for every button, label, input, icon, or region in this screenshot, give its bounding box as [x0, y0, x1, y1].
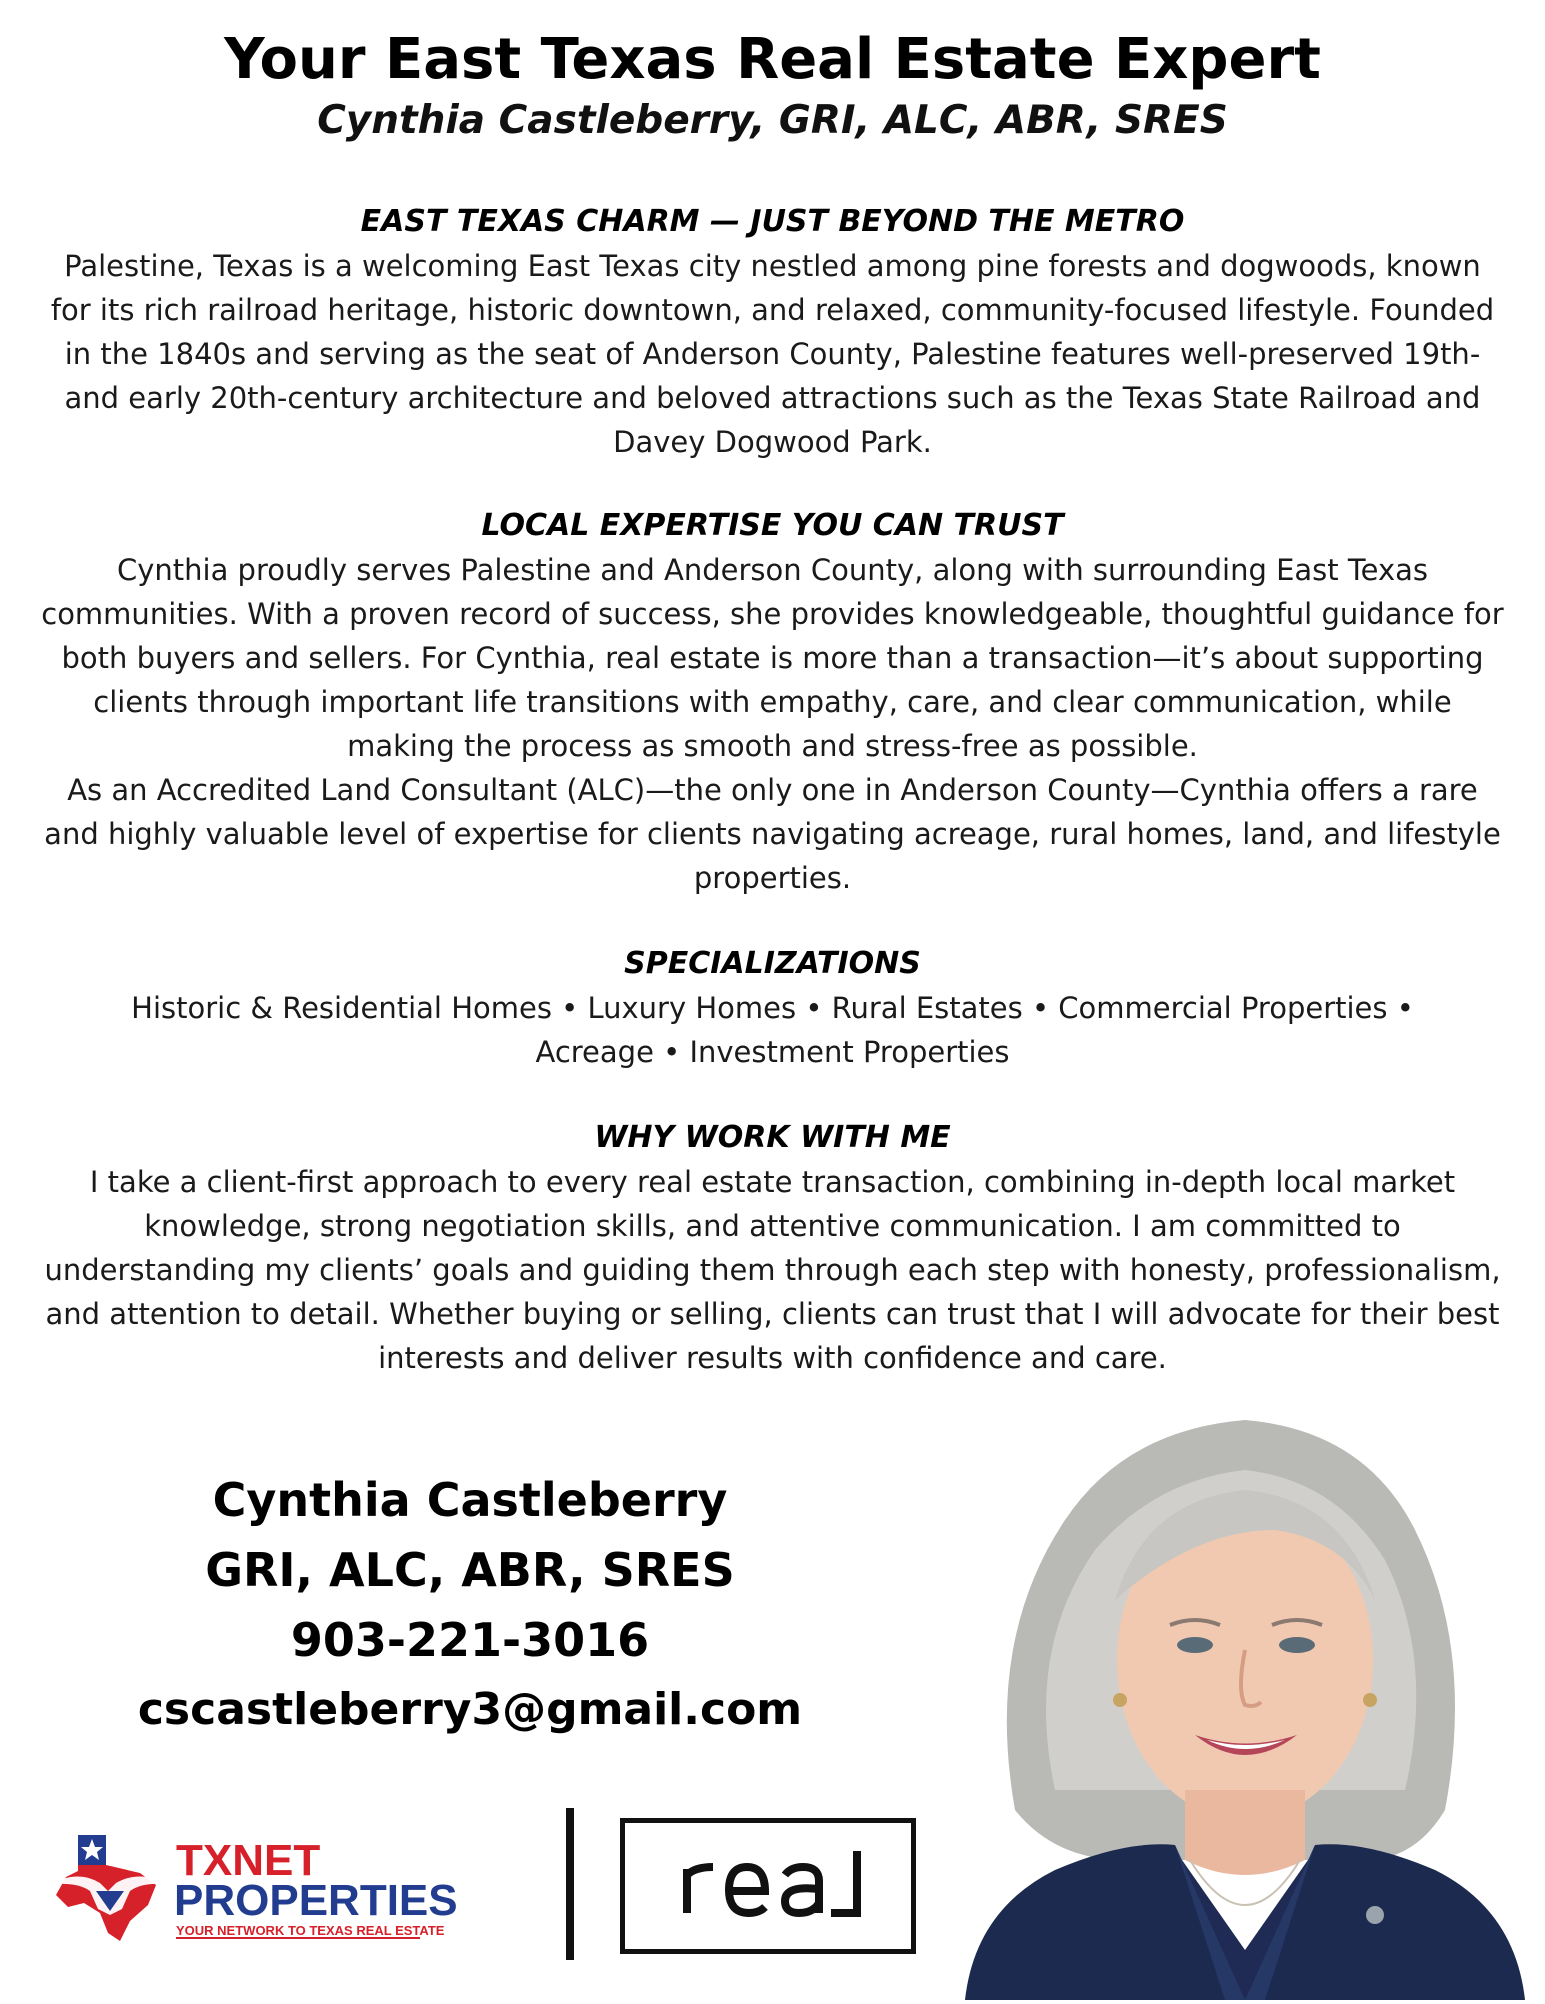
section-heading: LOCAL EXPERTISE YOU CAN TRUST [481, 508, 1064, 543]
contact-credentials: GRI, ALC, ABR, SRES [205, 1543, 735, 1597]
logo-divider [566, 1808, 574, 1960]
section-heading: WHY WORK WITH ME [594, 1120, 951, 1155]
section-paragraph: Historic & Residential Homes • Luxury Homes • Rural Estates • Commercial Properties • Acreage • Investment Properties [131, 991, 1414, 1069]
contact-email[interactable]: cscastleberry3@gmail.com [137, 1684, 803, 1735]
section-specializations [40, 942, 1505, 1074]
contact-block [60, 1465, 880, 1745]
section-heading: EAST TEXAS CHARM — JUST BEYOND THE METRO [360, 204, 1185, 239]
real-logo-icon [625, 1823, 911, 1949]
agent-portrait-icon [945, 1390, 1545, 2000]
contact-phone[interactable]: 903-221-3016 [290, 1613, 650, 1667]
section-paragraph: As an Accredited Land Consultant (ALC)—the only one in Anderson County—Cynthia offers a rare and highly valuable level of expertise for clients navigating acreage, rural homes, land, and lifestyle properties. [44, 773, 1501, 895]
txnet-tagline: YOUR NETWORK TO TEXAS REAL ESTATE [176, 1923, 445, 1938]
section-local-expertise [40, 504, 1505, 900]
section-paragraph: Cynthia proudly serves Palestine and Anderson County, along with surrounding East Texas communities. With a proven record of success, she provides knowledgeable, thoughtful guidance for both buyers and sellers. For Cynthia, real estate is more than a transaction—it’s about supporting clients through important life transitions with empathy, care, and clear communication, while making the process as smooth and stress-free as possible. [41, 553, 1504, 763]
section-paragraph: Palestine, Texas is a welcoming East Texas city nestled among pine forests and dogwoods, known for its rich railroad heritage, historic downtown, and relaxed, community-focused lifestyle. Founded in the 1840s and serving as the seat of Anderson County, Palestine features well-preserved 19th- and early 20th-century architecture and beloved attractions such as the Texas State Railroad and Davey Dogwood Park. [50, 249, 1495, 459]
txnet-line2: PROPERTIES [174, 1876, 458, 1925]
section-heading: SPECIALIZATIONS [624, 946, 921, 981]
section-why-work-with-me [40, 1116, 1505, 1380]
texas-longhorn-icon [48, 1825, 518, 1945]
section-east-texas-charm [40, 200, 1505, 464]
section-paragraph: I take a client-first approach to every real estate transaction, combining in-depth local market knowledge, strong negotiation skills, and attentive communication. I am committed to understanding my clients’ goals and guiding them through each step with honesty, professionalism, and attention to detail. Whether buying or selling, clients can trust that I will advocate for their best interests and deliver results with confidence and care. [44, 1165, 1501, 1375]
real-brokerage-logo [620, 1818, 916, 1954]
txnet-line1: TXNET [176, 1836, 321, 1885]
txnet-properties-logo [48, 1825, 518, 1945]
page-header [0, 28, 1545, 146]
page-subtitle: Cynthia Castleberry, GRI, ALC, ABR, SRES [317, 98, 1228, 143]
contact-name: Cynthia Castleberry [212, 1473, 728, 1527]
page-title: Your East Texas Real Estate Expert [224, 27, 1321, 92]
agent-portrait [945, 1390, 1545, 2000]
